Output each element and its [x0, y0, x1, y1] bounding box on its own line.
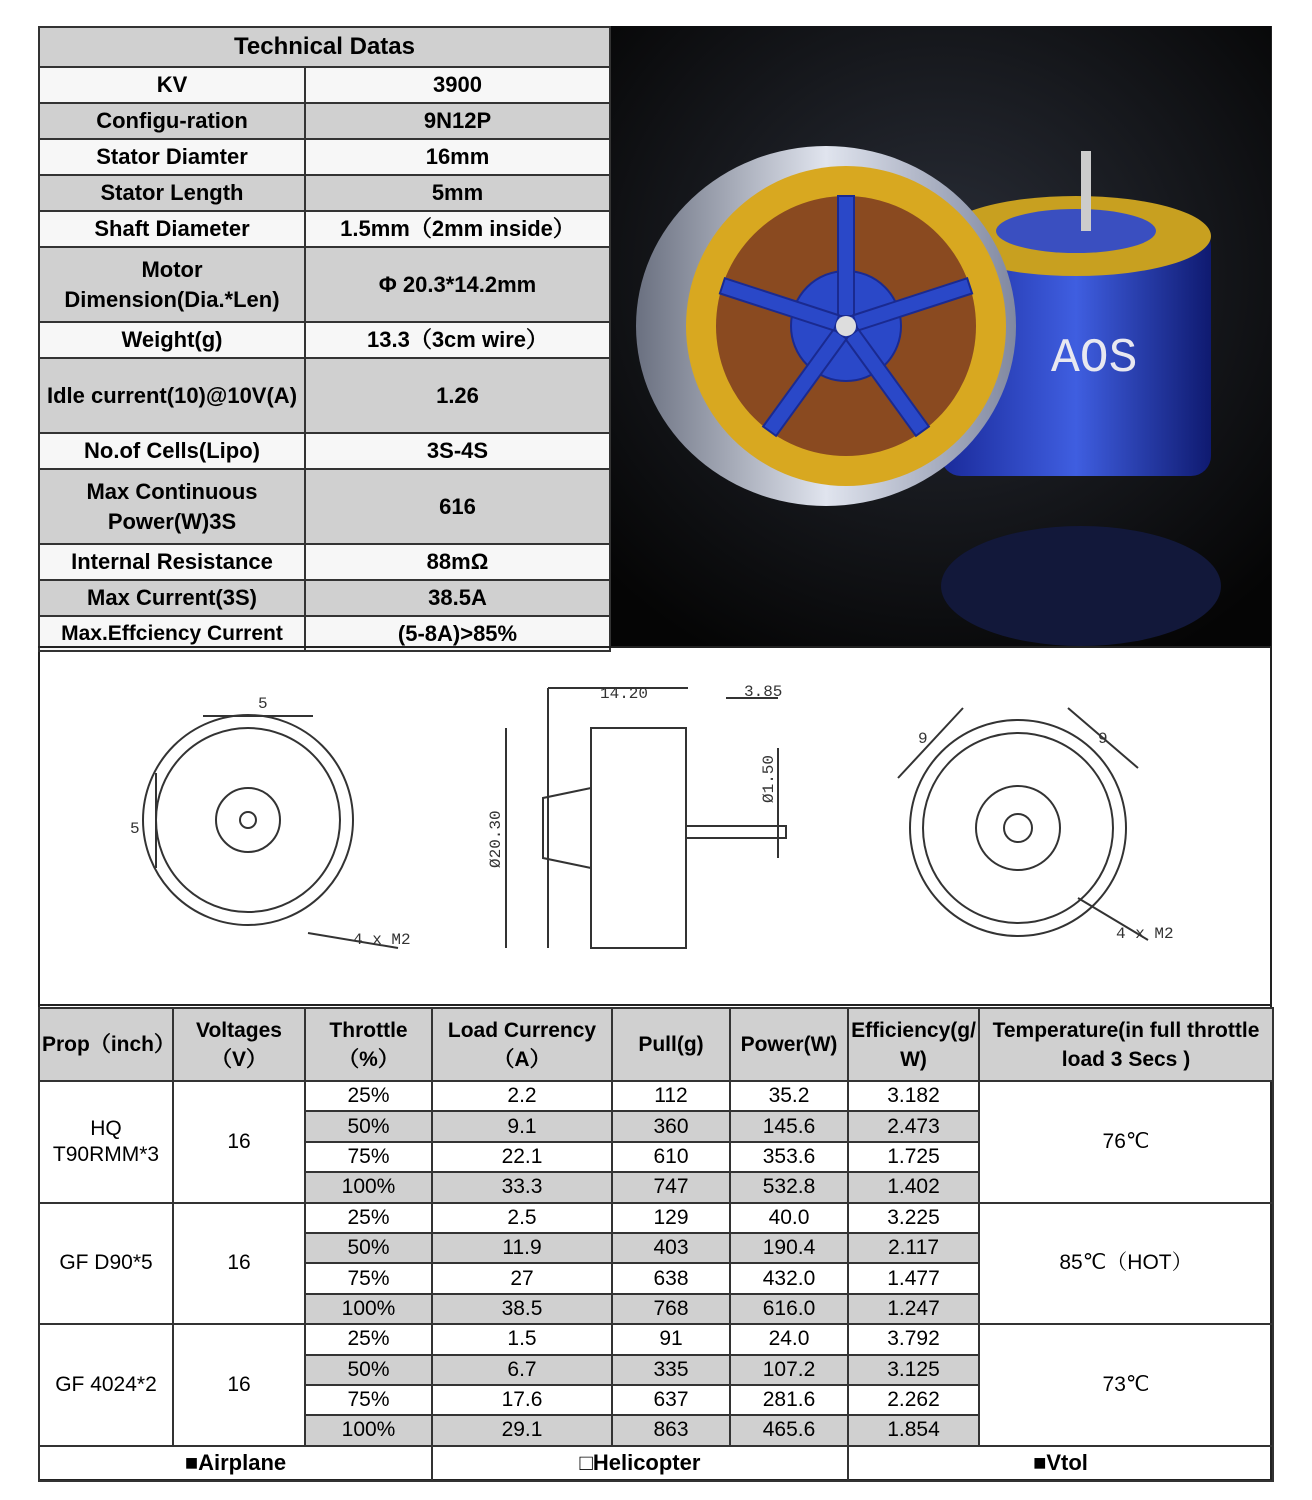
- technical-data-title: Technical Datas: [39, 27, 610, 67]
- spec-value: (5-8A)>85%: [305, 616, 610, 651]
- table-row: [39, 1324, 1273, 1354]
- pull-cell: 637: [612, 1385, 730, 1415]
- spec-row: [39, 322, 610, 358]
- spec-value: 16mm: [305, 139, 610, 175]
- pull-cell: 112: [612, 1081, 730, 1111]
- side-length-label: 14.20: [600, 685, 649, 703]
- column-header: Temperature(in full throttle load 3 Secs ): [979, 1008, 1273, 1081]
- spec-label: No.of Cells(Lipo): [39, 433, 305, 469]
- power-cell: 24.0: [730, 1324, 848, 1354]
- efficiency-cell: 3.792: [848, 1324, 979, 1354]
- dimension-drawings: [38, 646, 1272, 1006]
- spec-label: Stator Diamter: [39, 139, 305, 175]
- throttle-cell: 50%: [305, 1111, 432, 1141]
- spec-row: [39, 139, 610, 175]
- side-shaft-length-label: 3.85: [744, 683, 783, 701]
- motor-product-photo: [611, 26, 1271, 646]
- throttle-cell: 25%: [305, 1324, 432, 1354]
- side-shaft-diameter-label: Ø1.50: [760, 754, 778, 803]
- current-cell: 6.7: [432, 1355, 612, 1385]
- efficiency-cell: 3.182: [848, 1081, 979, 1111]
- front-dim-left: 5: [130, 820, 140, 838]
- power-cell: 465.6: [730, 1415, 848, 1445]
- efficiency-cell: 1.477: [848, 1263, 979, 1293]
- current-cell: 1.5: [432, 1324, 612, 1354]
- power-cell: 616.0: [730, 1294, 848, 1324]
- throttle-cell: 75%: [305, 1385, 432, 1415]
- pull-cell: 747: [612, 1172, 730, 1202]
- front-view-drawing: [130, 695, 411, 949]
- spec-value: Φ 20.3*14.2mm: [305, 247, 610, 322]
- throttle-cell: 100%: [305, 1415, 432, 1445]
- pull-cell: 91: [612, 1324, 730, 1354]
- pull-cell: 403: [612, 1233, 730, 1263]
- spec-label: Max.Effciency Current: [39, 616, 305, 651]
- power-cell: 35.2: [730, 1081, 848, 1111]
- current-cell: 11.9: [432, 1233, 612, 1263]
- checkbox-filled-icon: ■: [1033, 1450, 1047, 1476]
- current-cell: 27: [432, 1263, 612, 1293]
- spec-row: [39, 67, 610, 103]
- checkbox-filled-icon: ■: [184, 1450, 199, 1476]
- current-cell: 29.1: [432, 1415, 612, 1445]
- spec-label: Max Current(3S): [39, 580, 305, 616]
- efficiency-cell: 1.854: [848, 1415, 979, 1445]
- efficiency-cell: 1.402: [848, 1172, 979, 1202]
- power-cell: 532.8: [730, 1172, 848, 1202]
- efficiency-cell: 1.247: [848, 1294, 979, 1324]
- spec-label: Max Continuous Power(W)3S: [39, 469, 305, 544]
- spec-row: [39, 175, 610, 211]
- current-cell: 22.1: [432, 1142, 612, 1172]
- throttle-cell: 50%: [305, 1233, 432, 1263]
- temperature-cell: 85℃（HOT）: [979, 1203, 1273, 1325]
- column-header: Pull(g): [612, 1008, 730, 1081]
- pull-cell: 638: [612, 1263, 730, 1293]
- aircraft-type-option: [848, 1446, 1273, 1481]
- spec-row: [39, 358, 610, 433]
- side-diameter-label: Ø20.30: [487, 810, 505, 868]
- aircraft-type-label: Helicopter: [592, 1450, 701, 1476]
- column-header: Voltages（V）: [173, 1008, 305, 1081]
- front-holes-label: 4 x M2: [353, 931, 411, 949]
- power-cell: 190.4: [730, 1233, 848, 1263]
- aircraft-type-row: [39, 1446, 1273, 1481]
- spec-label: Stator Length: [39, 175, 305, 211]
- temperature-cell: 76℃: [979, 1081, 1273, 1203]
- voltage-cell: 16: [173, 1324, 305, 1446]
- aircraft-type-label: Airplane: [198, 1450, 287, 1476]
- spec-row: [39, 469, 610, 544]
- back-dim-left: 9: [918, 730, 928, 748]
- pull-cell: 360: [612, 1111, 730, 1141]
- column-header: Load Currency（A）: [432, 1008, 612, 1081]
- power-cell: 107.2: [730, 1355, 848, 1385]
- prop-cell: GF D90*5: [39, 1203, 173, 1325]
- prop-cell: HQ T90RMM*3: [39, 1081, 173, 1203]
- column-header: Prop（inch）: [39, 1008, 173, 1081]
- power-cell: 40.0: [730, 1203, 848, 1233]
- power-cell: 353.6: [730, 1142, 848, 1172]
- prop-cell: GF 4024*2: [39, 1324, 173, 1446]
- throttle-cell: 25%: [305, 1203, 432, 1233]
- technical-data-table: [38, 26, 611, 652]
- spec-row: [39, 103, 610, 139]
- voltage-cell: 16: [173, 1203, 305, 1325]
- column-header: Throttle（%）: [305, 1008, 432, 1081]
- spec-label: Idle current(10)@10V(A): [39, 358, 305, 433]
- spec-value: 3900: [305, 67, 610, 103]
- pull-cell: 768: [612, 1294, 730, 1324]
- current-cell: 33.3: [432, 1172, 612, 1202]
- efficiency-cell: 3.225: [848, 1203, 979, 1233]
- efficiency-cell: 3.125: [848, 1355, 979, 1385]
- table-row: [39, 1081, 1273, 1111]
- table-row: [39, 1203, 1273, 1233]
- spec-value: 1.5mm（2mm inside）: [305, 211, 610, 247]
- current-cell: 9.1: [432, 1111, 612, 1141]
- front-dim-top: 5: [258, 695, 268, 713]
- aircraft-type-option: [432, 1446, 848, 1481]
- pull-cell: 335: [612, 1355, 730, 1385]
- efficiency-cell: 2.262: [848, 1385, 979, 1415]
- performance-table: [38, 1007, 1274, 1482]
- side-view-drawing: [487, 683, 786, 948]
- spec-label: Configu-ration: [39, 103, 305, 139]
- aircraft-type-label: Vtol: [1046, 1450, 1088, 1476]
- spec-value: 616: [305, 469, 610, 544]
- pull-cell: 863: [612, 1415, 730, 1445]
- power-cell: 281.6: [730, 1385, 848, 1415]
- column-header: Power(W): [730, 1008, 848, 1081]
- spec-row: [39, 247, 610, 322]
- spec-value: 5mm: [305, 175, 610, 211]
- throttle-cell: 75%: [305, 1142, 432, 1172]
- spec-value: 9N12P: [305, 103, 610, 139]
- throttle-cell: 75%: [305, 1263, 432, 1293]
- spec-row: [39, 544, 610, 580]
- aircraft-type-option: [39, 1446, 432, 1481]
- spec-label: Internal Resistance: [39, 544, 305, 580]
- checkbox-empty-icon: □: [579, 1450, 593, 1476]
- spec-label: Shaft Diameter: [39, 211, 305, 247]
- column-header: Efficiency(g/W): [848, 1008, 979, 1081]
- spec-row: [39, 433, 610, 469]
- throttle-cell: 25%: [305, 1081, 432, 1111]
- spec-row: [39, 211, 610, 247]
- current-cell: 38.5: [432, 1294, 612, 1324]
- power-cell: 432.0: [730, 1263, 848, 1293]
- spec-label: Motor Dimension(Dia.*Len): [39, 247, 305, 322]
- efficiency-cell: 2.117: [848, 1233, 979, 1263]
- temperature-cell: 73℃: [979, 1324, 1273, 1446]
- power-cell: 145.6: [730, 1111, 848, 1141]
- back-holes-label: 4 x M2: [1116, 925, 1174, 943]
- pull-cell: 610: [612, 1142, 730, 1172]
- current-cell: 17.6: [432, 1385, 612, 1415]
- efficiency-cell: 1.725: [848, 1142, 979, 1172]
- spec-label: KV: [39, 67, 305, 103]
- spec-value: 1.26: [305, 358, 610, 433]
- spec-value: 38.5A: [305, 580, 610, 616]
- throttle-cell: 100%: [305, 1172, 432, 1202]
- pull-cell: 129: [612, 1203, 730, 1233]
- throttle-cell: 100%: [305, 1294, 432, 1324]
- spec-value: 3S-4S: [305, 433, 610, 469]
- brand-logo: AOS: [1051, 332, 1138, 386]
- spec-value: 88mΩ: [305, 544, 610, 580]
- spec-label: Weight(g): [39, 322, 305, 358]
- spec-row: [39, 580, 610, 616]
- back-view-drawing: [898, 708, 1174, 943]
- throttle-cell: 50%: [305, 1355, 432, 1385]
- current-cell: 2.2: [432, 1081, 612, 1111]
- efficiency-cell: 2.473: [848, 1111, 979, 1141]
- spec-value: 13.3（3cm wire）: [305, 322, 610, 358]
- back-dim-right: 9: [1098, 730, 1108, 748]
- voltage-cell: 16: [173, 1081, 305, 1203]
- current-cell: 2.5: [432, 1203, 612, 1233]
